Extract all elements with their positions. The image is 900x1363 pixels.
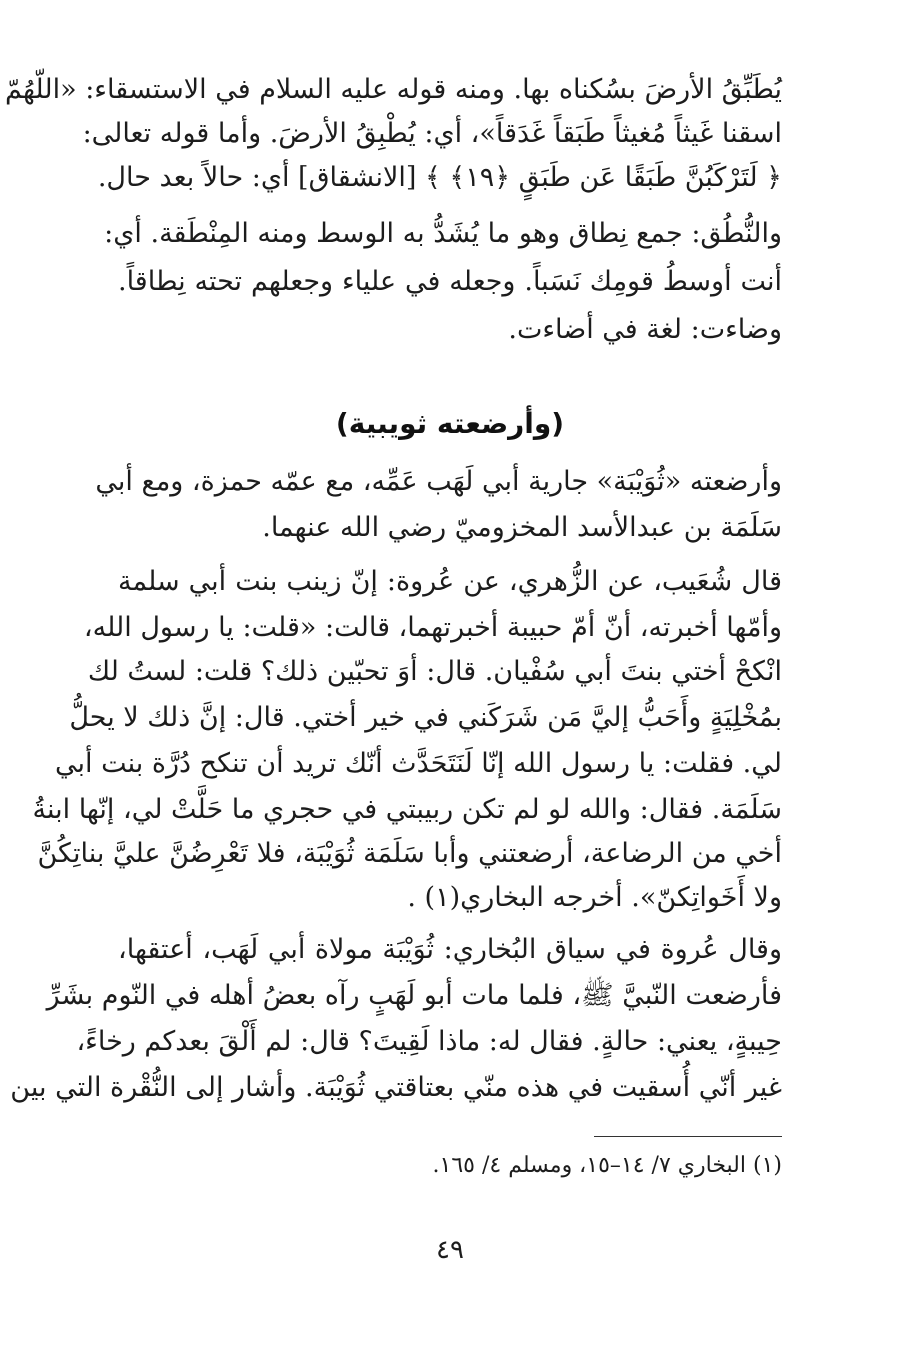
text-line: وضاءت: لغة في أضاءت. <box>508 314 782 345</box>
text-line: اسقنا غَيثاً مُغيثاً طَبَقاً غَدَقاً»، أي: يُطْبِقُ الأرضَ. وأما قوله تعالى: <box>82 118 782 149</box>
text-line: فأرضعت النّبيَّ ﷺ، فلما مات أبو لَهَبٍ رآه بعضُ أهله في النّوم بشَرِّ <box>46 980 782 1011</box>
text-line: بمُخْلِيَةٍ وأَحَبُّ إليَّ مَن شَرَكَني في خير أختي. قال: إنَّ ذلك لا يحلُّ <box>69 702 782 733</box>
text-line: ولا أَخَواتِكنّ». أخرجه البخاري(١) . <box>407 882 782 913</box>
quran-verse-line: ﴿ لَتَرْكَبُنَّ طَبَقًا عَن طَبَقٍ ﴿١٩﴾ ﴾ [الانشقاق] أي: حالاً بعد حال. <box>97 162 782 193</box>
section-heading: (وأرضعته ثويبية) <box>335 407 565 440</box>
footnote: (١) البخاري ٧/ ١٤–١٥، ومسلم ٤/ ١٦٥. <box>432 1153 782 1178</box>
text-line: سَلَمَة بن عبدالأسد المخزوميّ رضي الله عنهما. <box>262 512 782 543</box>
text-line: وأمّها أخبرته، أنّ أمّ حبيبة أخبرتهما، قالت: «قلت: يا رسول الله، <box>83 612 782 643</box>
text-line: انْكحْ أختي بنتَ أبي سُفْيان. قال: أوَ تحبّين ذلك؟ قلت: لستُ لك <box>87 656 782 687</box>
text-line: وأرضعته «ثُوَيْبَة» جارية أبي لَهَب عَمِّه، مع عمّه حمزة، ومع أبي <box>95 466 782 497</box>
text-line: وقال عُروة في سياق البُخاري: ثُوَيْبَة مولاة أبي لَهَب، أعتقها، <box>118 934 782 965</box>
text-line: حِيبةٍ، يعني: حالةٍ. فقال له: ماذا لَقِيتَ؟ قال: لم أَلْقَ بعدكم رخاءً، <box>76 1026 782 1057</box>
footnote-separator <box>594 1136 782 1137</box>
text-line: قال شُعَيب، عن الزُّهري، عن عُروة: إنّ زينب بنت أبي سلمة <box>118 566 782 597</box>
text-line: لي. فقلت: يا رسول الله إنّا لَنَتَحَدَّث أنّك تريد أن تنكح دُرَّة بنت أبي <box>55 748 782 779</box>
text-line: أنت أوسطُ قومِك نَسَباً. وجعله في علياء وجعلهم تحته نِطاقاً. <box>118 266 782 297</box>
text-line: أخي من الرضاعة، أرضعتني وأبا سَلَمَة ثُوَيْبَة، فلا تَعْرِضُنَّ عليَّ بناتِكُنَّ <box>37 838 782 869</box>
text-line: غير أنّي أُسقيت في هذه منّي بعتاقتي ثُوَيْبَة. وأشار إلى النُّقْرة التي بين <box>10 1072 782 1103</box>
page-number: ٤٩ <box>436 1235 464 1265</box>
text-line: يُطَبِّقُ الأرضَ بسُكناه بها. ومنه قوله عليه السلام في الاستسقاء: «اللّهُمّ <box>5 74 782 105</box>
text-line: سَلَمَة. فقال: والله لو لم تكن ربيبتي في حجري ما حَلَّتْ لي، إنّها ابنةُ <box>32 794 782 825</box>
text-line: والنُّطُق: جمع نِطاق وهو ما يُشَدُّ به الوسط ومنه المِنْطَقة. أي: <box>104 218 782 249</box>
